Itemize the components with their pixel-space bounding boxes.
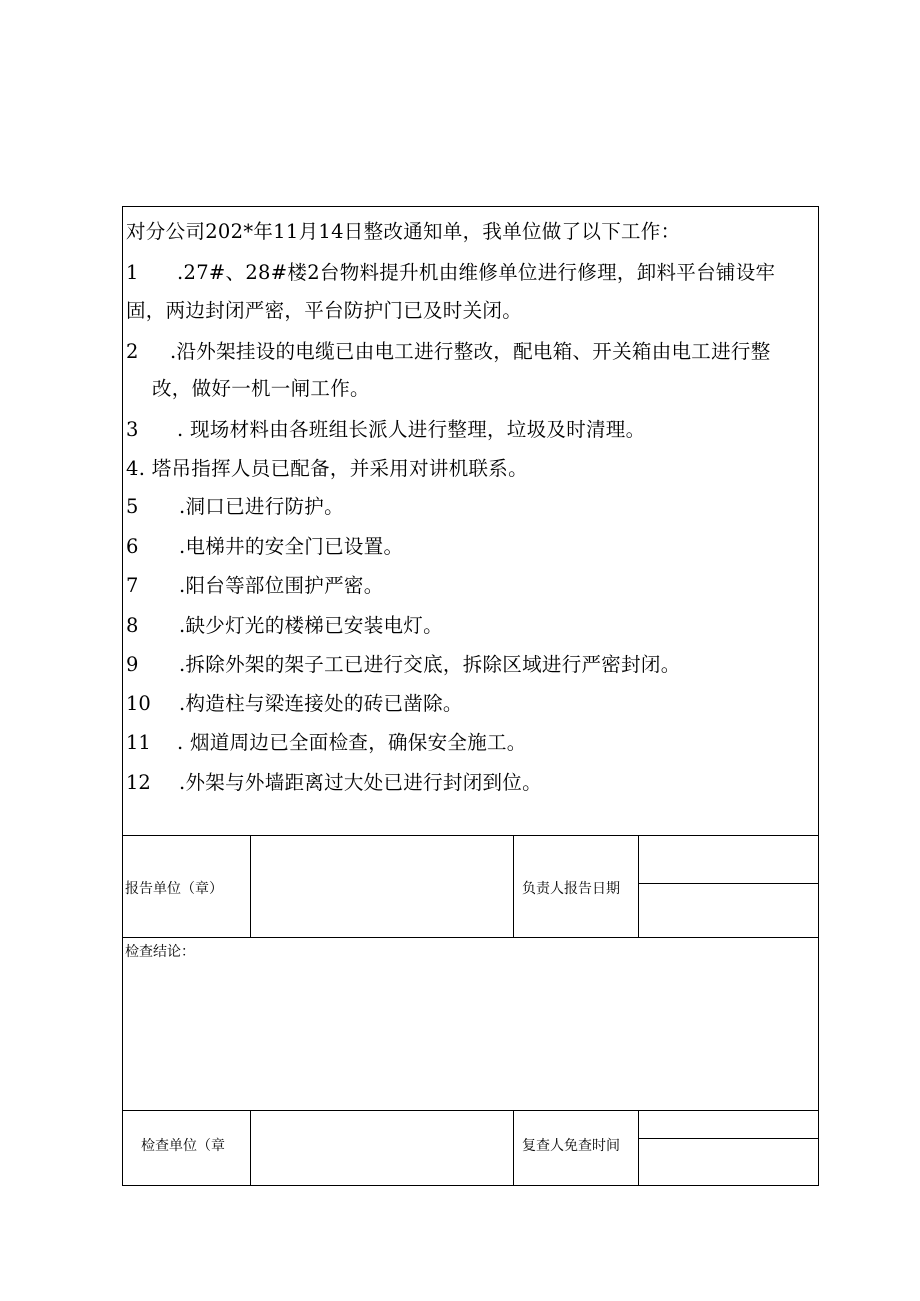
item-text: .外架与外墙距离过大处已进行封闭到位。 [179, 771, 542, 794]
item-text: .拆除外架的架子工已进行交底，拆除区域进行严密封闭。 [179, 653, 681, 676]
item-number: 1 [126, 261, 139, 284]
report-date-field[interactable] [639, 836, 818, 937]
inspect-unit-label: 检查单位（章 [141, 1138, 225, 1154]
item-text: .电梯井的安全门已设置。 [179, 535, 404, 558]
item-text: .沿外架挂设的电缆已由电工进行整改，配电箱、开关箱由电工进行整 [170, 340, 771, 363]
item-number: 12 [126, 771, 151, 794]
date-divider [639, 883, 818, 884]
item-number: 11 [126, 731, 151, 754]
inspect-time-label-cell [514, 1111, 639, 1186]
report-date-label: 负责人报告日期 [522, 881, 620, 897]
item-text: 4. 塔吊指挥人员已配备，并采用对讲机联系。 [126, 457, 528, 480]
item-number: 9 [126, 653, 139, 676]
item-text: . 烟道周边已全面检查，确保安全施工。 [177, 731, 527, 754]
inspect-time-label: 复查人免查时间 [522, 1138, 620, 1154]
inspect-time-field[interactable] [639, 1111, 818, 1186]
item-text-cont: 固，两边封闭严密，平台防护门已及时关闭。 [126, 299, 523, 322]
item-text: .构造柱与梁连接处的砖已凿除。 [179, 692, 463, 715]
inspect-unit-field[interactable] [251, 1111, 514, 1186]
report-date-label-cell [514, 836, 639, 937]
intro-text: 对分公司202*年11月14日整改通知单，我单位做了以下工作： [126, 220, 681, 243]
item-number: 2 [126, 340, 139, 363]
inspect-unit-label-cell [123, 1111, 251, 1186]
item-text: .洞口已进行防护。 [179, 495, 344, 518]
item-number: 5 [126, 495, 139, 518]
work-report-section [123, 207, 818, 836]
rectification-form [122, 206, 819, 1186]
item-text: .缺少灯光的楼梯已安装电灯。 [179, 614, 443, 637]
report-unit-label: 报告单位（章） [125, 881, 223, 897]
report-unit-field[interactable] [251, 836, 514, 937]
report-unit-label-cell [123, 836, 251, 937]
item-text-cont: 改，做好一机一闸工作。 [152, 377, 370, 400]
inspect-row [123, 1111, 818, 1186]
item-number: 8 [126, 614, 139, 637]
conclusion-row [123, 938, 818, 1111]
item-number: 10 [126, 692, 151, 715]
item-text: .27#、28#楼2台物料提升机由维修单位进行修理，卸料平台铺设牢 [177, 261, 776, 284]
conclusion-label: 检查结论： [125, 944, 195, 960]
item-number: 7 [126, 574, 139, 597]
item-number: 3 [126, 418, 139, 441]
time-divider [639, 1138, 818, 1139]
item-text: .阳台等部位围护严密。 [179, 574, 384, 597]
item-number: 6 [126, 535, 139, 558]
item-text: . 现场材料由各班组长派人进行整理，垃圾及时清理。 [177, 418, 646, 441]
report-row [123, 836, 818, 938]
